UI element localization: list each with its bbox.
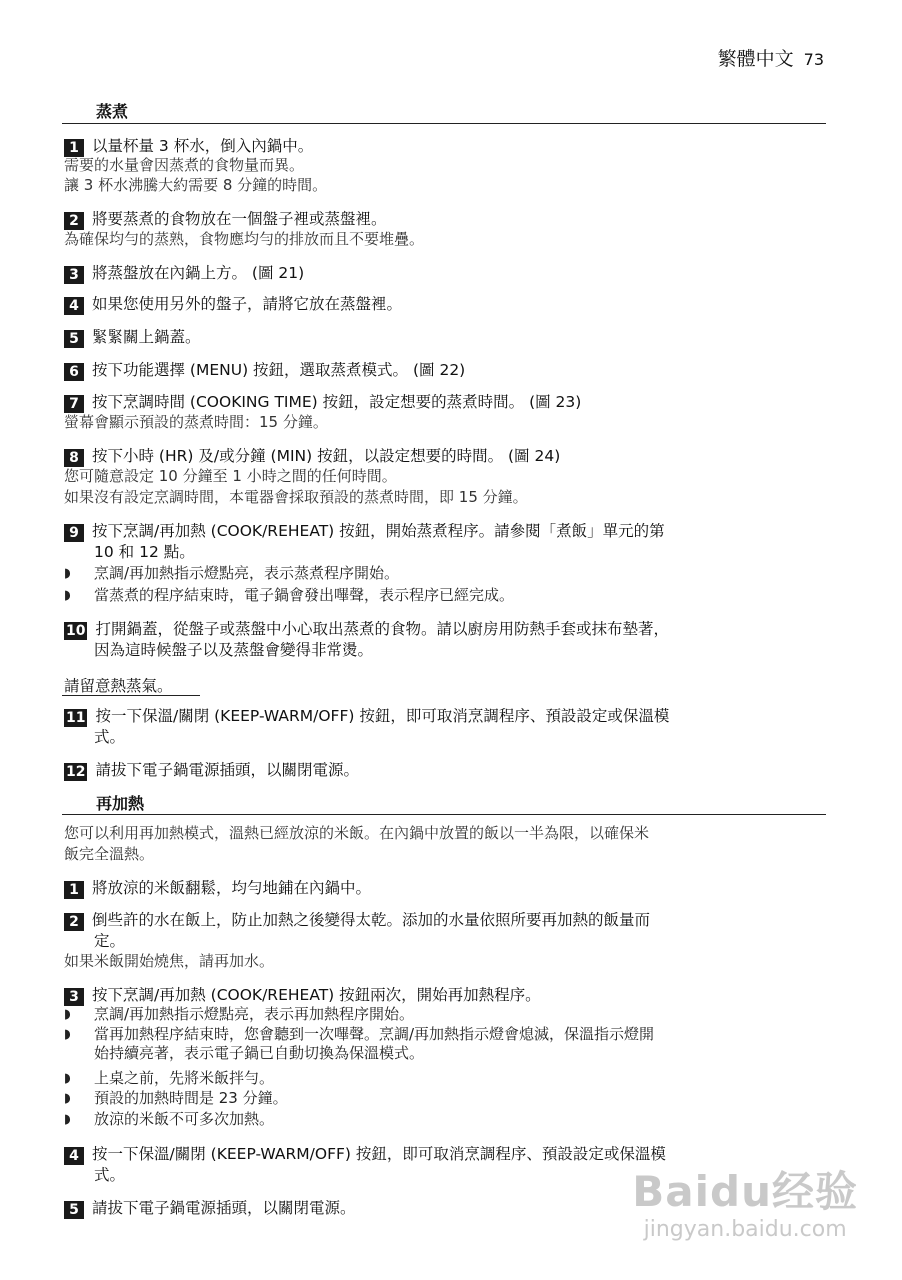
step-text: 按下小時 (HR) 及/或分鐘 (MIN) 按鈕，以設定想要的時間。 (圖 24) [92, 447, 561, 465]
bullet-item: ◗ 預設的加熱時間是 23 分鐘。 [64, 1089, 288, 1107]
step-text: 倒些許的水在飯上，防止加熱之後變得太乾。添加的水量依照所要再加熱的飯量而 [92, 911, 651, 929]
step-number: 1 [64, 139, 84, 157]
step-number: 11 [66, 710, 86, 726]
bullet-item: ◗ 烹調/再加熱指示燈點亮，表示再加熱程序開始。 [64, 1005, 415, 1023]
step-text: 打開鍋蓋，從盤子或蒸盤中小心取出蒸煮的食物。請以廚房用防熱手套或抹布墊著， [95, 620, 669, 638]
step-number: 10 [66, 623, 86, 639]
bullet-item: ◗ 烹調/再加熱指示燈點亮，表示蒸煮程序開始。 [64, 564, 400, 582]
step-text: 請拔下電子鍋電源插頭，以關閉電源。 [95, 761, 359, 779]
note: 螢幕會顯示預設的蒸煮時間：15 分鐘。 [64, 413, 328, 431]
step-text: 將要蒸煮的食物放在一個盤子裡或蒸盤裡。 [92, 210, 387, 228]
step-number: 3 [64, 266, 84, 284]
warning-text: 請留意熱蒸氣。 [64, 677, 173, 695]
step-text: 按下烹調/再加熱 (COOK/REHEAT) 按鈕兩次，開始再加熱程序。 [92, 986, 541, 1004]
step-number: 2 [64, 913, 84, 931]
intro-text: 您可以利用再加熱模式，溫熱已經放涼的米飯。在內鍋中放置的飯以一半為限，以確保米 [64, 824, 650, 842]
section-rule [62, 123, 826, 124]
language-label: 繁體中文 [717, 48, 794, 70]
step-number: 1 [64, 881, 84, 899]
section-title-steaming: 蒸煮 [96, 102, 129, 121]
note: 需要的水量會因蒸煮的食物量而異。 [64, 156, 305, 174]
step-number: 8 [64, 449, 84, 467]
step-number: 6 [64, 363, 84, 381]
bullet-marker-icon: ◗ [64, 566, 71, 581]
step-number: 9 [64, 524, 84, 542]
step-text-cont: 10 和 12 點。 [94, 543, 195, 561]
bullet-marker-icon: ◗ [64, 588, 71, 603]
step-number: 7 [64, 395, 84, 413]
intro-text: 飯完全溫熱。 [64, 845, 155, 863]
bullet-marker-icon: ◗ [64, 1007, 71, 1022]
watermark-logo: Baidu经验 [632, 1167, 858, 1216]
step-steam-9 [64, 521, 824, 562]
bullet-item: ◗ 當蒸煮的程序結束時，電子鍋會發出嗶聲，表示程序已經完成。 [64, 586, 515, 604]
step-number: 2 [64, 212, 84, 230]
step-steam-1 [64, 136, 824, 157]
step-text-cont: 因為這時候盤子以及蒸盤會變得非常燙。 [94, 641, 374, 659]
step-text: 請拔下電子鍋電源插頭，以關閉電源。 [92, 1199, 356, 1217]
bullet-item: ◗ 當再加熱程序結束時，您會聽到一次嗶聲。烹調/再加熱指示燈會熄滅，保溫指示燈開 始持續亮著，表示電子鍋已自動切換為保溫模式。 [64, 1025, 655, 1062]
step-text: 按一下保溫/關閉 (KEEP-WARM/OFF) 按鈕，即可取消烹調程序、預設設定或保溫模 [92, 1145, 666, 1163]
step-steam-11 [64, 706, 824, 747]
section-title-reheating: 再加熱 [96, 794, 145, 813]
watermark-url: jingyan.baidu.com [643, 1217, 847, 1242]
note: 如果米飯開始燒焦，請再加水。 [64, 952, 275, 970]
page-header [718, 44, 824, 71]
step-number: 3 [64, 988, 84, 1006]
step-reheat-2 [64, 910, 824, 951]
step-number: 12 [66, 764, 86, 780]
step-reheat-3 [64, 985, 824, 1006]
note: 您可隨意設定 10 分鐘至 1 小時之間的任何時間。 [64, 467, 397, 485]
step-steam-2 [64, 209, 824, 230]
step-text: 將蒸盤放在內鍋上方。 (圖 21) [92, 264, 305, 282]
bullet-item: ◗ 上桌之前，先將米飯拌勻。 [64, 1069, 275, 1087]
bullet-item: ◗ 放涼的米飯不可多次加熱。 [64, 1110, 275, 1128]
note: 為確保均勻的蒸熟，食物應均勻的排放而且不要堆疊。 [64, 230, 425, 248]
step-number: 4 [64, 1147, 84, 1165]
bullet-marker-icon: ◗ [64, 1071, 71, 1086]
note: 讓 3 杯水沸騰大約需要 8 分鐘的時間。 [64, 176, 328, 194]
bullet-marker-icon: ◗ [64, 1027, 71, 1042]
step-steam-8 [64, 446, 824, 467]
step-steam-3 [64, 263, 824, 284]
step-steam-5 [64, 327, 824, 348]
warning-rule [62, 695, 200, 696]
step-text: 按下功能選擇 (MENU) 按鈕，選取蒸煮模式。 (圖 22) [92, 361, 466, 379]
note: 如果沒有設定烹調時間，本電器會採取預設的蒸煮時間，即 15 分鐘。 [64, 488, 528, 506]
step-text: 以量杯量 3 杯水，倒入內鍋中。 [92, 137, 314, 155]
step-number: 5 [64, 1201, 84, 1219]
step-steam-6 [64, 360, 824, 381]
baidu-watermark [632, 1159, 858, 1242]
step-text: 按下烹調/再加熱 (COOK/REHEAT) 按鈕，開始蒸煮程序。請參閱「煮飯」單元的第 [92, 522, 665, 540]
step-steam-4 [64, 294, 824, 315]
step-number: 5 [64, 330, 84, 348]
bullet-marker-icon: ◗ [64, 1112, 71, 1127]
step-text-cont: 式。 [94, 728, 126, 746]
page-number: 73 [803, 50, 824, 69]
step-text-cont: 定。 [94, 932, 126, 950]
step-text: 如果您使用另外的盤子，請將它放在蒸盤裡。 [92, 295, 403, 313]
step-text: 按一下保溫/關閉 (KEEP-WARM/OFF) 按鈕，即可取消烹調程序、預設設定或保溫模 [95, 707, 670, 725]
step-text: 將放涼的米飯翻鬆，均勻地鋪在內鍋中。 [92, 879, 372, 897]
step-number: 4 [64, 297, 84, 315]
step-text: 緊緊關上鍋蓋。 [92, 328, 201, 346]
section-rule [62, 814, 826, 815]
step-text: 按下烹調時間 (COOKING TIME) 按鈕，設定想要的蒸煮時間。 (圖 23) [92, 393, 582, 411]
step-reheat-1 [64, 878, 824, 899]
step-text-cont: 式。 [94, 1166, 126, 1184]
bullet-marker-icon: ◗ [64, 1091, 71, 1106]
step-steam-10 [64, 619, 824, 660]
step-steam-12 [64, 760, 824, 781]
step-steam-7 [64, 392, 824, 413]
